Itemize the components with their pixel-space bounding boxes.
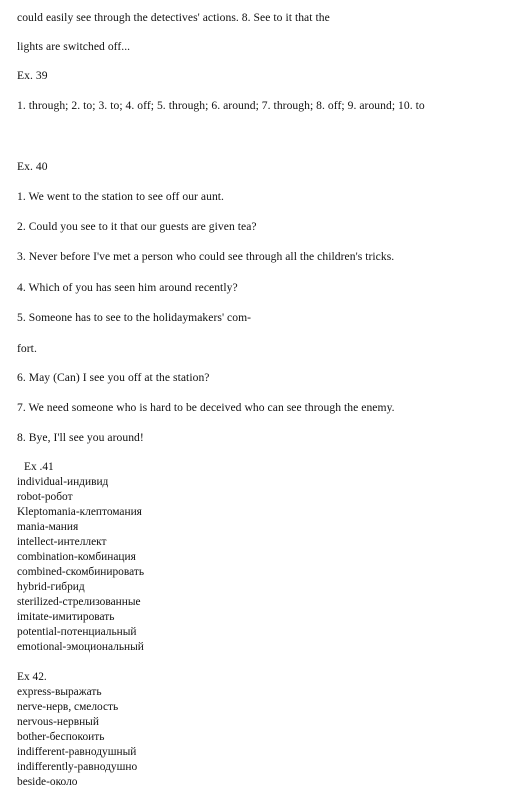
ex40-sentence-8: 8. Bye, I'll see you around! <box>17 431 144 444</box>
ex41-item: mania-мания <box>17 521 79 533</box>
ex39-answers: 1. through; 2. to; 3. to; 4. off; 5. through; 6. around; 7. through; 8. off; 9. around; 10. to <box>17 99 425 112</box>
ex41-item: imitate-имитировать <box>17 611 115 623</box>
ex42-item: bother-беспокоить <box>17 731 105 743</box>
ex41-item: combined-скомбинировать <box>17 566 145 578</box>
ex41-heading: Ex .41 <box>24 461 54 473</box>
ex40-sentence-1: 1. We went to the station to see off our aunt. <box>17 190 225 203</box>
ex42-item: beside-около <box>17 776 78 788</box>
ex40-sentence-5: 5. Someone has to see to the holidaymakers' com- <box>17 311 252 324</box>
ex42-item: nerve-нерв, смелость <box>17 701 119 713</box>
text-line-1: could easily see through the detectives' actions. 8. See to it that the <box>17 11 330 24</box>
ex40-sentence-7: 7. We need someone who is hard to be deceived who can see through the enemy. <box>17 401 395 414</box>
ex41-item: Kleptomania-клептомания <box>17 506 142 518</box>
ex40-heading: Ex. 40 <box>17 160 48 173</box>
ex42-heading: Ex 42. <box>17 671 47 683</box>
ex41-item: sterilized-стрелизованные <box>17 596 141 608</box>
ex40-sentence-2: 2. Could you see to it that our guests are given tea? <box>17 220 257 233</box>
ex42-item: express-выражать <box>17 686 102 698</box>
ex41-item: individual-индивид <box>17 476 109 488</box>
ex42-item: nervous-нервный <box>17 716 99 728</box>
text-line-2: lights are switched off... <box>17 40 131 53</box>
ex40-sentence-5-continued: fort. <box>17 342 37 355</box>
ex40-sentence-3: 3. Never before I've met a person who could see through all the children's tricks. <box>17 250 395 263</box>
ex42-item: indifferently-равнодушно <box>17 761 138 773</box>
ex41-item: emotional-эмоциональный <box>17 641 144 653</box>
ex41-item: hybrid-гибрид <box>17 581 85 593</box>
ex40-sentence-4: 4. Which of you has seen him around recently? <box>17 281 238 294</box>
ex41-item: potential-потенциальный <box>17 626 137 638</box>
ex42-item: indifferent-равнодушный <box>17 746 137 758</box>
ex41-item: robot-робот <box>17 491 73 503</box>
ex39-heading: Ex. 39 <box>17 69 48 82</box>
ex41-item: intellect-интеллект <box>17 536 107 548</box>
ex41-item: combination-комбинация <box>17 551 136 563</box>
ex40-sentence-6: 6. May (Can) I see you off at the station? <box>17 371 210 384</box>
